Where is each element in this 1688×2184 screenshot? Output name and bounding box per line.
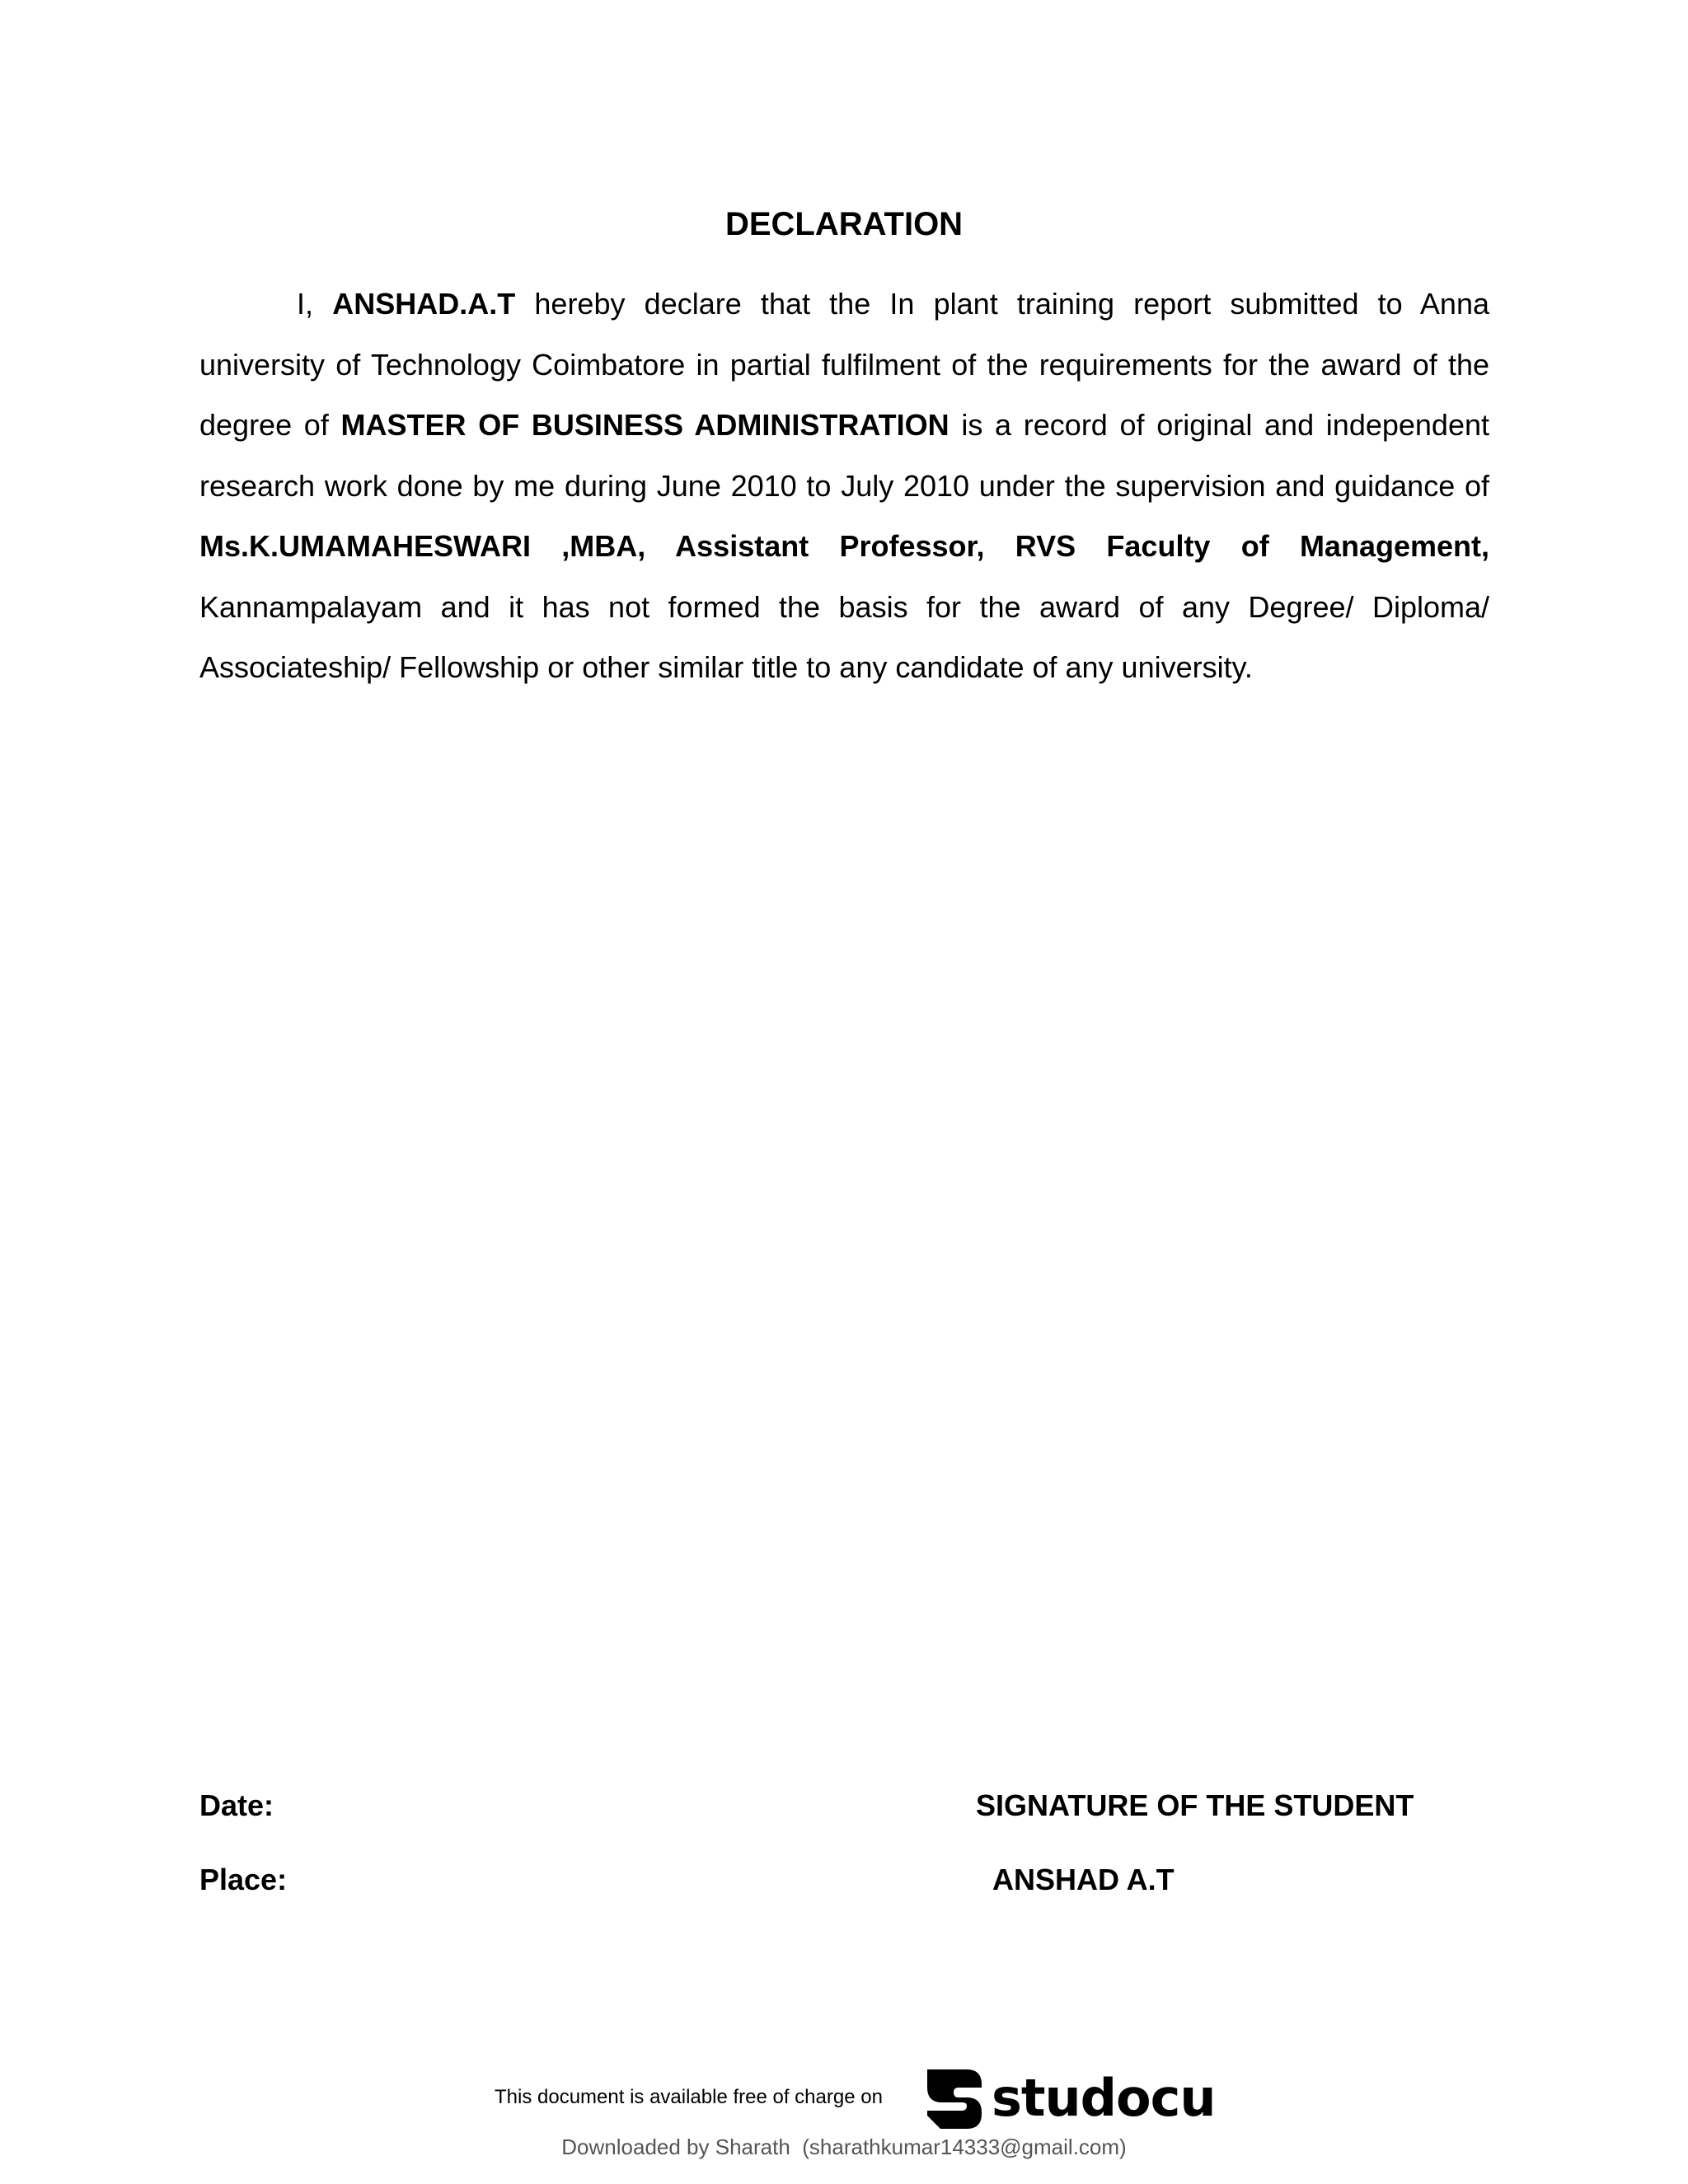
studocu-banner[interactable] bbox=[495, 2064, 1215, 2130]
paragraph-lead: I, bbox=[297, 287, 333, 321]
availability-text: This document is available free of charge on bbox=[495, 2086, 883, 2108]
declaration-paragraph bbox=[199, 274, 1489, 698]
page-title: DECLARATION bbox=[724, 206, 964, 242]
student-name-inline: ANSHAD.A.T bbox=[332, 287, 516, 321]
signature-label: SIGNATURE OF THE STUDENT bbox=[976, 1788, 1414, 1822]
degree-name: MASTER OF BUSINESS ADMINISTRATION bbox=[340, 408, 950, 442]
paragraph-text-1: hereby declare that the In plant training report submitted to Anna university of Technology Coimbatore in partial fulfilment of the requirements for the award of the degree of bbox=[199, 287, 1489, 442]
guide-name: Ms.K.UMAMAHESWARI ,MBA, Assistant Professor, RVS Faculty of Management, bbox=[199, 529, 1489, 563]
download-info: Downloaded by Sharath (sharathkumar14333@gmail.com) bbox=[561, 2135, 1127, 2159]
studocu-brand[interactable] bbox=[921, 2064, 1216, 2130]
signature-name: ANSHAD A.T bbox=[992, 1863, 1175, 1896]
paragraph-text-2: is a record of original and independent research work done by me during June 2010 to July 2010 under the supervision and guidance of bbox=[199, 408, 1489, 503]
date-label: Date: bbox=[199, 1788, 274, 1822]
studocu-wordmark: studocu bbox=[991, 2067, 1216, 2128]
paragraph-text-3: Kannampalayam and it has not formed the basis for the award of any Degree/ Diploma/ Associateship/ Fellowship or other similar title to any candidate of any university. bbox=[199, 589, 1489, 684]
place-label: Place: bbox=[199, 1863, 288, 1896]
studocu-logo-icon bbox=[921, 2064, 987, 2130]
